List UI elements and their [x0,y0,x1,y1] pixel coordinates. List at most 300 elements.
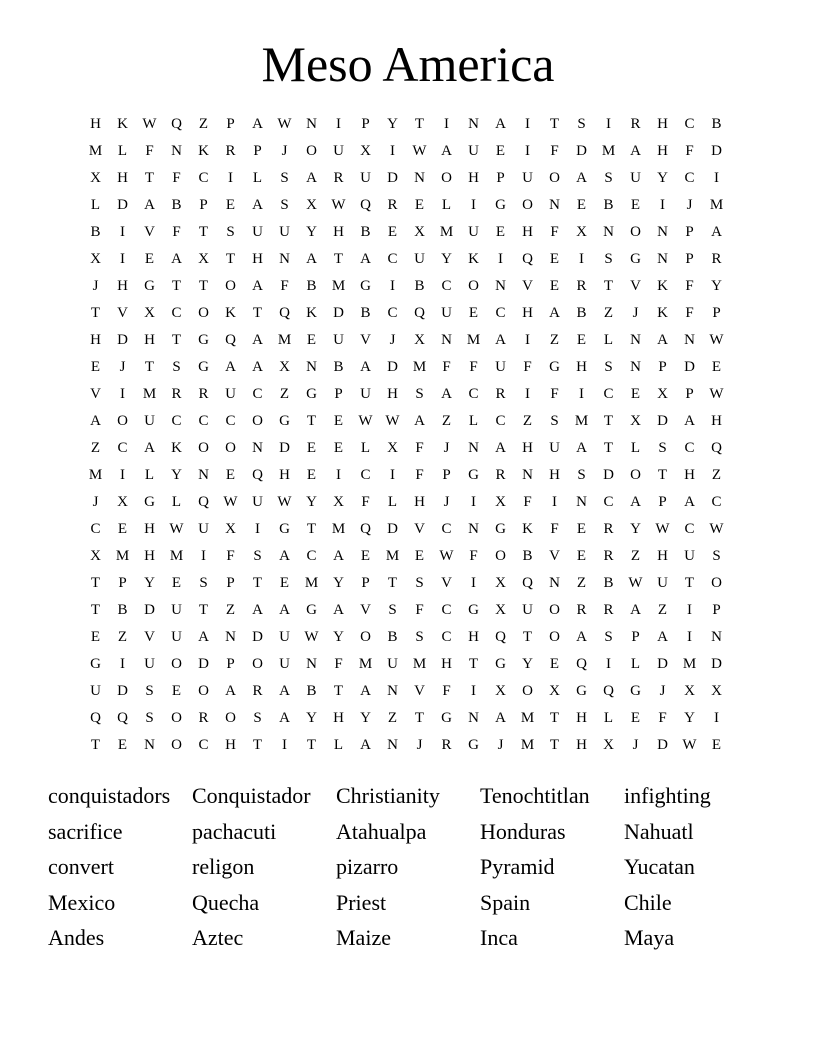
grid-cell[interactable]: B [711,116,722,132]
grid-cell[interactable]: C [711,494,722,510]
grid-cell[interactable]: Q [225,332,236,348]
grid-cell[interactable]: H [522,440,533,456]
grid-cell[interactable]: Q [171,116,182,132]
grid-cell[interactable]: G [198,332,209,348]
grid-cell[interactable]: N [441,332,452,348]
grid-cell[interactable]: E [171,575,182,591]
grid-cell[interactable]: K [522,521,533,537]
grid-cell[interactable]: X [603,737,614,753]
grid-cell[interactable]: G [279,413,290,429]
grid-cell[interactable]: N [225,629,236,645]
grid-cell[interactable]: N [198,467,209,483]
grid-cell[interactable]: G [360,278,371,294]
grid-cell[interactable]: L [144,467,155,483]
grid-cell[interactable]: U [171,629,182,645]
grid-cell[interactable]: M [601,143,616,159]
grid-cell[interactable]: A [495,116,506,132]
grid-cell[interactable]: P [658,359,667,375]
grid-cell[interactable]: F [415,440,424,456]
grid-cell[interactable]: F [550,521,559,537]
grid-cell[interactable]: E [630,386,641,402]
grid-cell[interactable]: N [684,332,695,348]
grid-cell[interactable]: F [550,143,559,159]
grid-cell[interactable]: L [468,413,479,429]
grid-cell[interactable]: M [277,332,292,348]
grid-cell[interactable]: P [361,116,370,132]
grid-cell[interactable]: J [686,197,693,213]
grid-cell[interactable]: X [90,251,101,267]
grid-cell[interactable]: F [280,278,289,294]
grid-cell[interactable]: U [360,386,371,402]
grid-cell[interactable]: E [630,197,641,213]
grid-cell[interactable]: A [252,116,263,132]
grid-cell[interactable]: F [685,143,694,159]
grid-cell[interactable]: C [684,116,695,132]
grid-cell[interactable]: V [441,575,452,591]
grid-cell[interactable]: I [525,143,530,159]
grid-cell[interactable]: U [333,332,344,348]
grid-cell[interactable]: W [169,521,184,537]
grid-cell[interactable]: F [226,548,235,564]
grid-cell[interactable]: C [684,440,695,456]
grid-cell[interactable]: Q [117,710,128,726]
grid-cell[interactable]: A [495,440,506,456]
grid-cell[interactable]: X [630,413,641,429]
grid-cell[interactable]: V [90,386,101,402]
grid-cell[interactable]: F [550,386,559,402]
grid-cell[interactable]: I [714,710,719,726]
grid-cell[interactable]: X [549,683,560,699]
grid-cell[interactable]: T [144,170,155,186]
grid-cell[interactable]: S [712,548,721,564]
grid-cell[interactable]: M [331,278,346,294]
grid-cell[interactable]: G [90,656,101,672]
grid-cell[interactable]: R [495,386,506,402]
grid-cell[interactable]: J [416,737,423,753]
grid-cell[interactable]: I [498,251,503,267]
grid-cell[interactable]: D [576,143,587,159]
grid-cell[interactable]: K [117,116,128,132]
grid-cell[interactable]: H [252,251,263,267]
grid-cell[interactable]: P [334,386,343,402]
grid-cell[interactable]: Q [360,197,371,213]
grid-cell[interactable]: A [684,494,695,510]
grid-cell[interactable]: O [549,170,560,186]
grid-cell[interactable]: R [495,467,506,483]
grid-cell[interactable]: E [576,548,587,564]
grid-cell[interactable]: I [471,494,476,510]
grid-cell[interactable]: E [225,197,236,213]
grid-cell[interactable]: E [576,521,587,537]
grid-cell[interactable]: Q [522,575,533,591]
grid-cell[interactable]: P [712,602,721,618]
grid-cell[interactable]: V [414,683,425,699]
grid-cell[interactable]: E [549,656,560,672]
grid-cell[interactable]: I [579,251,584,267]
grid-cell[interactable]: U [252,494,263,510]
grid-cell[interactable]: E [117,521,128,537]
grid-cell[interactable]: U [522,170,533,186]
grid-cell[interactable]: A [225,683,236,699]
grid-cell[interactable]: D [603,467,614,483]
grid-cell[interactable]: V [117,305,128,321]
grid-cell[interactable]: S [415,629,424,645]
grid-cell[interactable]: B [576,305,587,321]
grid-cell[interactable]: Q [198,494,209,510]
grid-cell[interactable]: U [441,305,452,321]
grid-cell[interactable]: R [171,386,182,402]
grid-cell[interactable]: N [414,170,425,186]
grid-cell[interactable]: I [444,116,449,132]
grid-cell[interactable]: R [198,386,209,402]
grid-cell[interactable]: I [390,143,395,159]
grid-cell[interactable]: M [682,656,697,672]
grid-cell[interactable]: O [198,683,209,699]
grid-cell[interactable]: L [360,440,371,456]
grid-cell[interactable]: T [468,656,479,672]
grid-cell[interactable]: F [523,494,532,510]
grid-cell[interactable]: S [253,548,262,564]
grid-cell[interactable]: H [117,278,128,294]
grid-cell[interactable]: L [630,656,641,672]
grid-cell[interactable]: A [225,359,236,375]
letter-grid[interactable] [82,111,730,759]
grid-cell[interactable]: H [711,413,722,429]
grid-cell[interactable]: Q [603,683,614,699]
grid-cell[interactable]: H [279,467,290,483]
grid-cell[interactable]: I [606,116,611,132]
grid-cell[interactable]: G [441,710,452,726]
grid-cell[interactable]: C [360,467,371,483]
grid-cell[interactable]: E [711,737,722,753]
grid-cell[interactable]: L [117,143,128,159]
grid-cell[interactable]: X [117,494,128,510]
grid-cell[interactable]: F [442,683,451,699]
grid-cell[interactable]: T [603,413,614,429]
grid-cell[interactable]: B [333,359,344,375]
grid-cell[interactable]: E [144,251,155,267]
grid-cell[interactable]: Y [333,575,344,591]
grid-cell[interactable]: U [252,224,263,240]
grid-cell[interactable]: X [306,197,317,213]
grid-cell[interactable]: L [441,197,452,213]
grid-cell[interactable]: N [306,116,317,132]
grid-cell[interactable]: S [145,683,154,699]
grid-cell[interactable]: A [711,224,722,240]
grid-cell[interactable]: I [255,521,260,537]
grid-cell[interactable]: S [604,629,613,645]
grid-cell[interactable]: Z [603,305,614,321]
grid-cell[interactable]: C [441,629,452,645]
grid-cell[interactable]: W [628,575,643,591]
grid-cell[interactable]: O [468,278,479,294]
grid-cell[interactable]: H [657,116,668,132]
grid-cell[interactable]: S [577,467,586,483]
grid-cell[interactable]: A [630,602,641,618]
grid-cell[interactable]: B [306,278,317,294]
grid-cell[interactable]: K [198,143,209,159]
grid-cell[interactable]: S [199,575,208,591]
grid-cell[interactable]: D [198,656,209,672]
grid-cell[interactable]: A [576,440,587,456]
grid-cell[interactable]: U [360,170,371,186]
grid-cell[interactable]: I [687,602,692,618]
grid-cell[interactable]: T [306,521,317,537]
grid-cell[interactable]: I [525,386,530,402]
grid-cell[interactable]: V [549,548,560,564]
grid-cell[interactable]: C [387,305,398,321]
grid-cell[interactable]: B [360,224,371,240]
grid-cell[interactable]: U [630,170,641,186]
grid-cell[interactable]: A [144,440,155,456]
grid-cell[interactable]: U [549,440,560,456]
grid-cell[interactable]: A [360,251,371,267]
grid-cell[interactable]: W [142,116,157,132]
grid-cell[interactable]: O [522,197,533,213]
grid-cell[interactable]: U [387,656,398,672]
grid-cell[interactable]: E [414,548,425,564]
grid-cell[interactable]: U [171,602,182,618]
grid-cell[interactable]: I [687,629,692,645]
grid-cell[interactable]: I [120,251,125,267]
grid-cell[interactable]: A [144,197,155,213]
grid-cell[interactable]: F [469,548,478,564]
grid-cell[interactable]: F [550,224,559,240]
grid-cell[interactable]: M [439,224,454,240]
grid-cell[interactable]: Y [333,629,344,645]
grid-cell[interactable]: Y [630,521,641,537]
grid-cell[interactable]: E [306,332,317,348]
grid-cell[interactable]: T [549,737,560,753]
grid-cell[interactable]: O [549,629,560,645]
grid-cell[interactable]: C [252,386,263,402]
grid-cell[interactable]: A [171,251,182,267]
grid-cell[interactable]: U [198,521,209,537]
grid-cell[interactable]: A [306,170,317,186]
grid-cell[interactable]: T [252,575,263,591]
grid-cell[interactable]: U [468,224,479,240]
grid-cell[interactable]: S [604,251,613,267]
grid-cell[interactable]: E [90,359,101,375]
grid-cell[interactable]: A [279,683,290,699]
grid-cell[interactable]: I [579,386,584,402]
grid-cell[interactable]: G [198,359,209,375]
grid-cell[interactable]: I [120,656,125,672]
grid-cell[interactable]: M [88,467,103,483]
grid-cell[interactable]: I [336,116,341,132]
grid-cell[interactable]: F [172,170,181,186]
grid-cell[interactable]: Q [252,467,263,483]
grid-cell[interactable]: M [520,737,535,753]
grid-cell[interactable]: H [441,656,452,672]
grid-cell[interactable]: H [468,629,479,645]
grid-cell[interactable]: Y [171,467,182,483]
grid-cell[interactable]: D [711,143,722,159]
grid-cell[interactable]: S [604,359,613,375]
grid-cell[interactable]: X [495,683,506,699]
grid-cell[interactable]: Q [90,710,101,726]
grid-cell[interactable]: G [279,521,290,537]
grid-cell[interactable]: I [471,575,476,591]
grid-cell[interactable]: I [660,197,665,213]
grid-cell[interactable]: Z [387,710,398,726]
grid-cell[interactable]: H [90,116,101,132]
grid-cell[interactable]: D [684,359,695,375]
grid-cell[interactable]: F [523,359,532,375]
grid-cell[interactable]: A [495,710,506,726]
grid-cell[interactable]: Y [711,278,722,294]
grid-cell[interactable]: B [522,548,533,564]
grid-cell[interactable]: C [171,305,182,321]
grid-cell[interactable]: A [360,683,371,699]
grid-cell[interactable]: I [606,656,611,672]
grid-cell[interactable]: I [471,197,476,213]
grid-cell[interactable]: R [225,143,236,159]
grid-cell[interactable]: G [144,278,155,294]
grid-cell[interactable]: H [522,305,533,321]
grid-cell[interactable]: P [685,386,694,402]
grid-cell[interactable]: J [497,737,504,753]
grid-cell[interactable]: T [171,278,182,294]
grid-cell[interactable]: A [279,548,290,564]
grid-cell[interactable]: N [306,656,317,672]
grid-cell[interactable]: M [466,332,481,348]
grid-cell[interactable]: U [279,629,290,645]
grid-cell[interactable]: C [225,413,236,429]
grid-cell[interactable]: T [657,467,668,483]
grid-cell[interactable]: C [441,521,452,537]
grid-cell[interactable]: I [714,170,719,186]
grid-cell[interactable]: A [333,548,344,564]
grid-cell[interactable]: J [389,332,396,348]
grid-cell[interactable]: T [252,737,263,753]
grid-cell[interactable]: C [198,737,209,753]
grid-cell[interactable]: T [198,602,209,618]
grid-cell[interactable]: K [657,278,668,294]
grid-cell[interactable]: I [228,170,233,186]
grid-cell[interactable]: E [576,332,587,348]
grid-cell[interactable]: U [279,224,290,240]
grid-cell[interactable]: D [387,359,398,375]
grid-cell[interactable]: T [171,332,182,348]
grid-cell[interactable]: N [171,143,182,159]
grid-cell[interactable]: A [684,413,695,429]
grid-cell[interactable]: F [145,143,154,159]
grid-cell[interactable]: D [387,521,398,537]
grid-cell[interactable]: E [495,224,506,240]
grid-cell[interactable]: I [120,386,125,402]
grid-cell[interactable]: C [603,494,614,510]
grid-cell[interactable]: L [603,710,614,726]
grid-cell[interactable]: B [414,278,425,294]
grid-cell[interactable]: G [630,251,641,267]
grid-cell[interactable]: B [171,197,182,213]
grid-cell[interactable]: U [414,251,425,267]
grid-cell[interactable]: B [117,602,128,618]
grid-cell[interactable]: O [225,710,236,726]
grid-cell[interactable]: H [90,332,101,348]
grid-cell[interactable]: T [414,710,425,726]
grid-cell[interactable]: D [333,305,344,321]
grid-cell[interactable]: P [712,305,721,321]
grid-cell[interactable]: N [495,278,506,294]
grid-cell[interactable]: H [144,332,155,348]
grid-cell[interactable]: W [385,413,400,429]
grid-cell[interactable]: T [252,305,263,321]
grid-cell[interactable]: L [603,332,614,348]
grid-cell[interactable]: K [306,305,317,321]
grid-cell[interactable]: D [387,170,398,186]
grid-cell[interactable]: O [252,413,263,429]
grid-cell[interactable]: R [387,197,398,213]
grid-cell[interactable]: Y [387,116,398,132]
grid-cell[interactable]: H [576,359,587,375]
grid-cell[interactable]: O [225,278,236,294]
grid-cell[interactable]: V [360,332,371,348]
grid-cell[interactable]: Y [522,656,533,672]
grid-cell[interactable]: P [631,629,640,645]
grid-cell[interactable]: K [468,251,479,267]
grid-cell[interactable]: X [684,683,695,699]
grid-cell[interactable]: C [90,521,101,537]
grid-cell[interactable]: E [306,467,317,483]
grid-cell[interactable]: E [333,440,344,456]
grid-cell[interactable]: H [468,170,479,186]
grid-cell[interactable]: U [684,548,695,564]
grid-cell[interactable]: T [90,737,101,753]
grid-cell[interactable]: T [333,251,344,267]
grid-cell[interactable]: Z [225,602,236,618]
grid-cell[interactable]: A [576,170,587,186]
grid-cell[interactable]: C [441,602,452,618]
grid-cell[interactable]: G [495,521,506,537]
grid-cell[interactable]: W [223,494,238,510]
grid-cell[interactable]: S [658,440,667,456]
grid-cell[interactable]: X [495,575,506,591]
grid-cell[interactable]: O [171,710,182,726]
grid-cell[interactable]: J [632,737,639,753]
grid-cell[interactable]: A [657,332,668,348]
grid-cell[interactable]: U [90,683,101,699]
grid-cell[interactable]: T [333,683,344,699]
grid-cell[interactable]: W [304,629,319,645]
grid-cell[interactable]: H [549,467,560,483]
grid-cell[interactable]: M [709,197,724,213]
grid-cell[interactable]: V [144,629,155,645]
grid-cell[interactable]: H [387,386,398,402]
grid-cell[interactable]: A [360,359,371,375]
grid-cell[interactable]: E [630,710,641,726]
grid-cell[interactable]: F [658,710,667,726]
grid-cell[interactable]: T [522,629,533,645]
grid-cell[interactable]: D [144,602,155,618]
grid-cell[interactable]: K [657,305,668,321]
grid-cell[interactable]: X [414,332,425,348]
grid-cell[interactable]: J [443,494,450,510]
grid-cell[interactable]: Z [630,548,641,564]
grid-cell[interactable]: Q [522,251,533,267]
grid-cell[interactable]: N [657,224,668,240]
grid-cell[interactable]: S [604,170,613,186]
grid-cell[interactable]: R [198,710,209,726]
grid-cell[interactable]: O [117,413,128,429]
grid-cell[interactable]: M [385,548,400,564]
grid-cell[interactable]: M [331,521,346,537]
grid-cell[interactable]: I [390,278,395,294]
grid-cell[interactable]: F [172,224,181,240]
grid-cell[interactable]: T [198,224,209,240]
grid-cell[interactable]: T [144,359,155,375]
